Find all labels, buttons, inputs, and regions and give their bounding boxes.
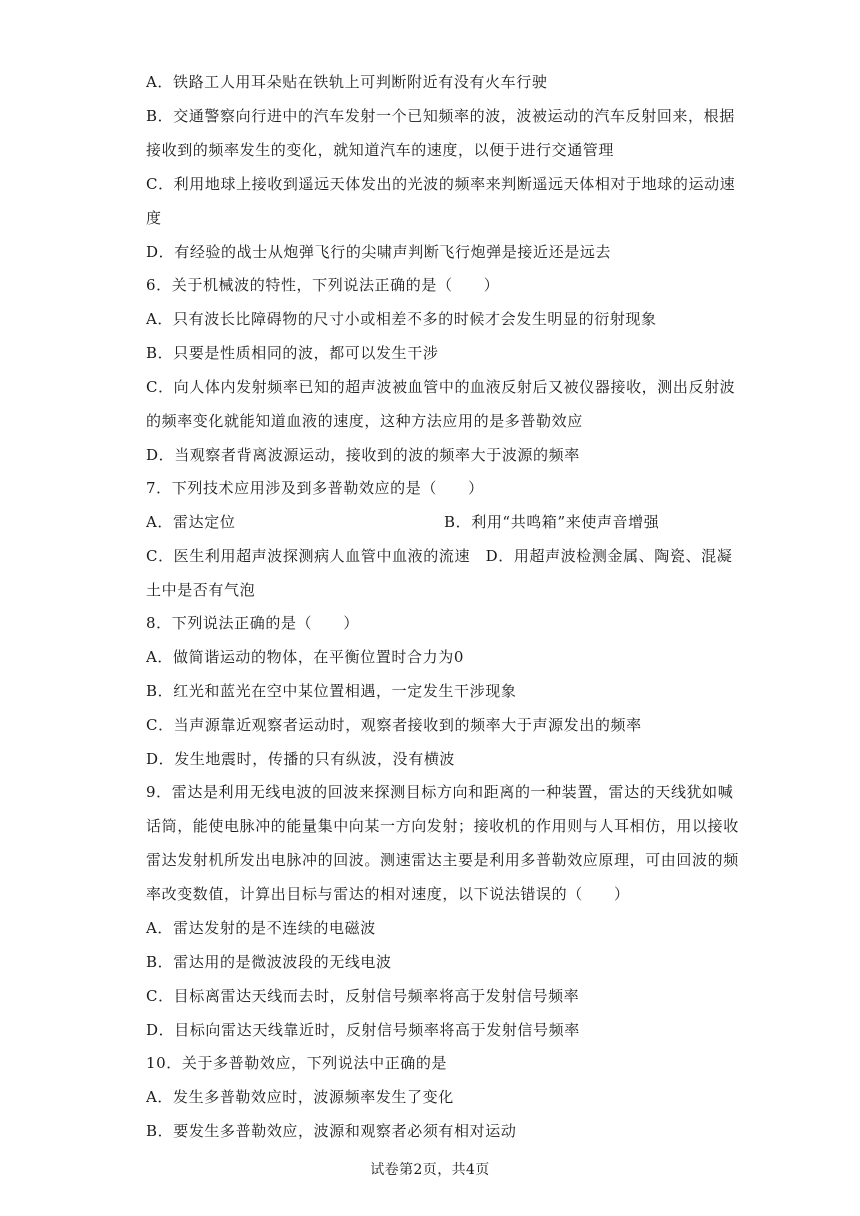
q5-option-d: D．有经验的战士从炮弹飞行的尖啸声判断飞行炮弹是接近还是远去	[146, 243, 612, 261]
q9-option-b: B．雷达用的是微波波段的无线电波	[146, 953, 392, 971]
q9-option-d: D．目标向雷达天线靠近时，反射信号频率将高于发射信号频率	[146, 1021, 580, 1039]
q9-stem-line1: 9．雷达是利用无线电波的回波来探测目标方向和距离的一种装置，雷达的天线犹如喊	[146, 783, 734, 801]
q8-option-a: A．做简谐运动的物体，在平衡位置时合力为0	[146, 648, 464, 666]
q7-option-c-d-line1: C．医生利用超声波探测病人血管中血液的流速 D．用超声波检测金属、陶瓷、混凝	[146, 547, 733, 565]
q10-stem: 10．关于多普勒效应，下列说法中正确的是	[146, 1054, 448, 1072]
q5-option-b-line1: B．交通警察向行进中的汽车发射一个已知频率的波，波被运动的汽车反射回来，根据	[146, 107, 735, 125]
q6-option-d: D．当观察者背离波源运动，接收到的波的频率大于波源的频率	[146, 446, 580, 464]
q7-option-b: B．利用“共鸣箱”来使声音增强	[444, 513, 660, 531]
q8-stem: 8．下列说法正确的是（ ）	[146, 614, 359, 632]
q6-option-a: A．只有波长比障碍物的尺寸小或相差不多的时候才会发生明显的衍射现象	[146, 310, 657, 328]
q5-option-c-line1: C．利用地球上接收到遥远天体发出的光波的频率来判断遥远天体相对于地球的运动速	[146, 175, 736, 193]
q7-option-a: A．雷达定位	[146, 513, 236, 531]
q5-option-a: A．铁路工人用耳朵贴在铁轨上可判断附近有没有火车行驶	[146, 73, 548, 91]
q7-option-d-line2: 土中是否有气泡	[146, 581, 256, 599]
q9-option-c: C．目标离雷达天线而去时，反射信号频率将高于发射信号频率	[146, 987, 580, 1005]
q6-option-b: B．只要是性质相同的波，都可以发生干涉	[146, 344, 439, 362]
q6-option-c-line2: 的频率变化就能知道血液的速度，这种方法应用的是多普勒效应	[146, 412, 583, 430]
q8-option-b: B．红光和蓝光在空中某位置相遇，一定发生干涉现象	[146, 682, 517, 700]
q5-option-c-line2: 度	[146, 209, 162, 227]
q9-stem-line4: 率改变数值，计算出目标与雷达的相对速度，以下说法错误的（ ）	[146, 885, 630, 903]
q10-option-b: B．要发生多普勒效应，波源和观察者必须有相对运动	[146, 1122, 517, 1140]
q6-option-c-line1: C．向人体内发射频率已知的超声波被血管中的血液反射后又被仪器接收，测出反射波	[146, 378, 736, 396]
q7-stem: 7．下列技术应用涉及到多普勒效应的是（ ）	[146, 479, 484, 497]
q10-option-a: A．发生多普勒效应时，波源频率发生了变化	[146, 1088, 454, 1106]
q8-option-c: C．当声源靠近观察者运动时，观察者接收到的频率大于声源发出的频率	[146, 716, 642, 734]
q9-stem-line3: 雷达发射机所发出电脉冲的回波。测速雷达主要是利用多普勒效应原理，可由回波的频	[146, 851, 739, 869]
page-footer: 试卷第2页，共4页	[370, 1162, 490, 1178]
q9-option-a: A．雷达发射的是不连续的电磁波	[146, 919, 376, 937]
q5-option-b-line2: 接收到的频率发生的变化，就知道汽车的速度，以便于进行交通管理	[146, 141, 615, 159]
q8-option-d: D．发生地震时，传播的只有纵波，没有横波	[146, 750, 456, 768]
q6-stem: 6．关于机械波的特性，下列说法正确的是（ ）	[146, 276, 500, 294]
q9-stem-line2: 话筒，能使电脉冲的能量集中向某一方向发射；接收机的作用则与人耳相仿，用以接收	[146, 817, 739, 835]
